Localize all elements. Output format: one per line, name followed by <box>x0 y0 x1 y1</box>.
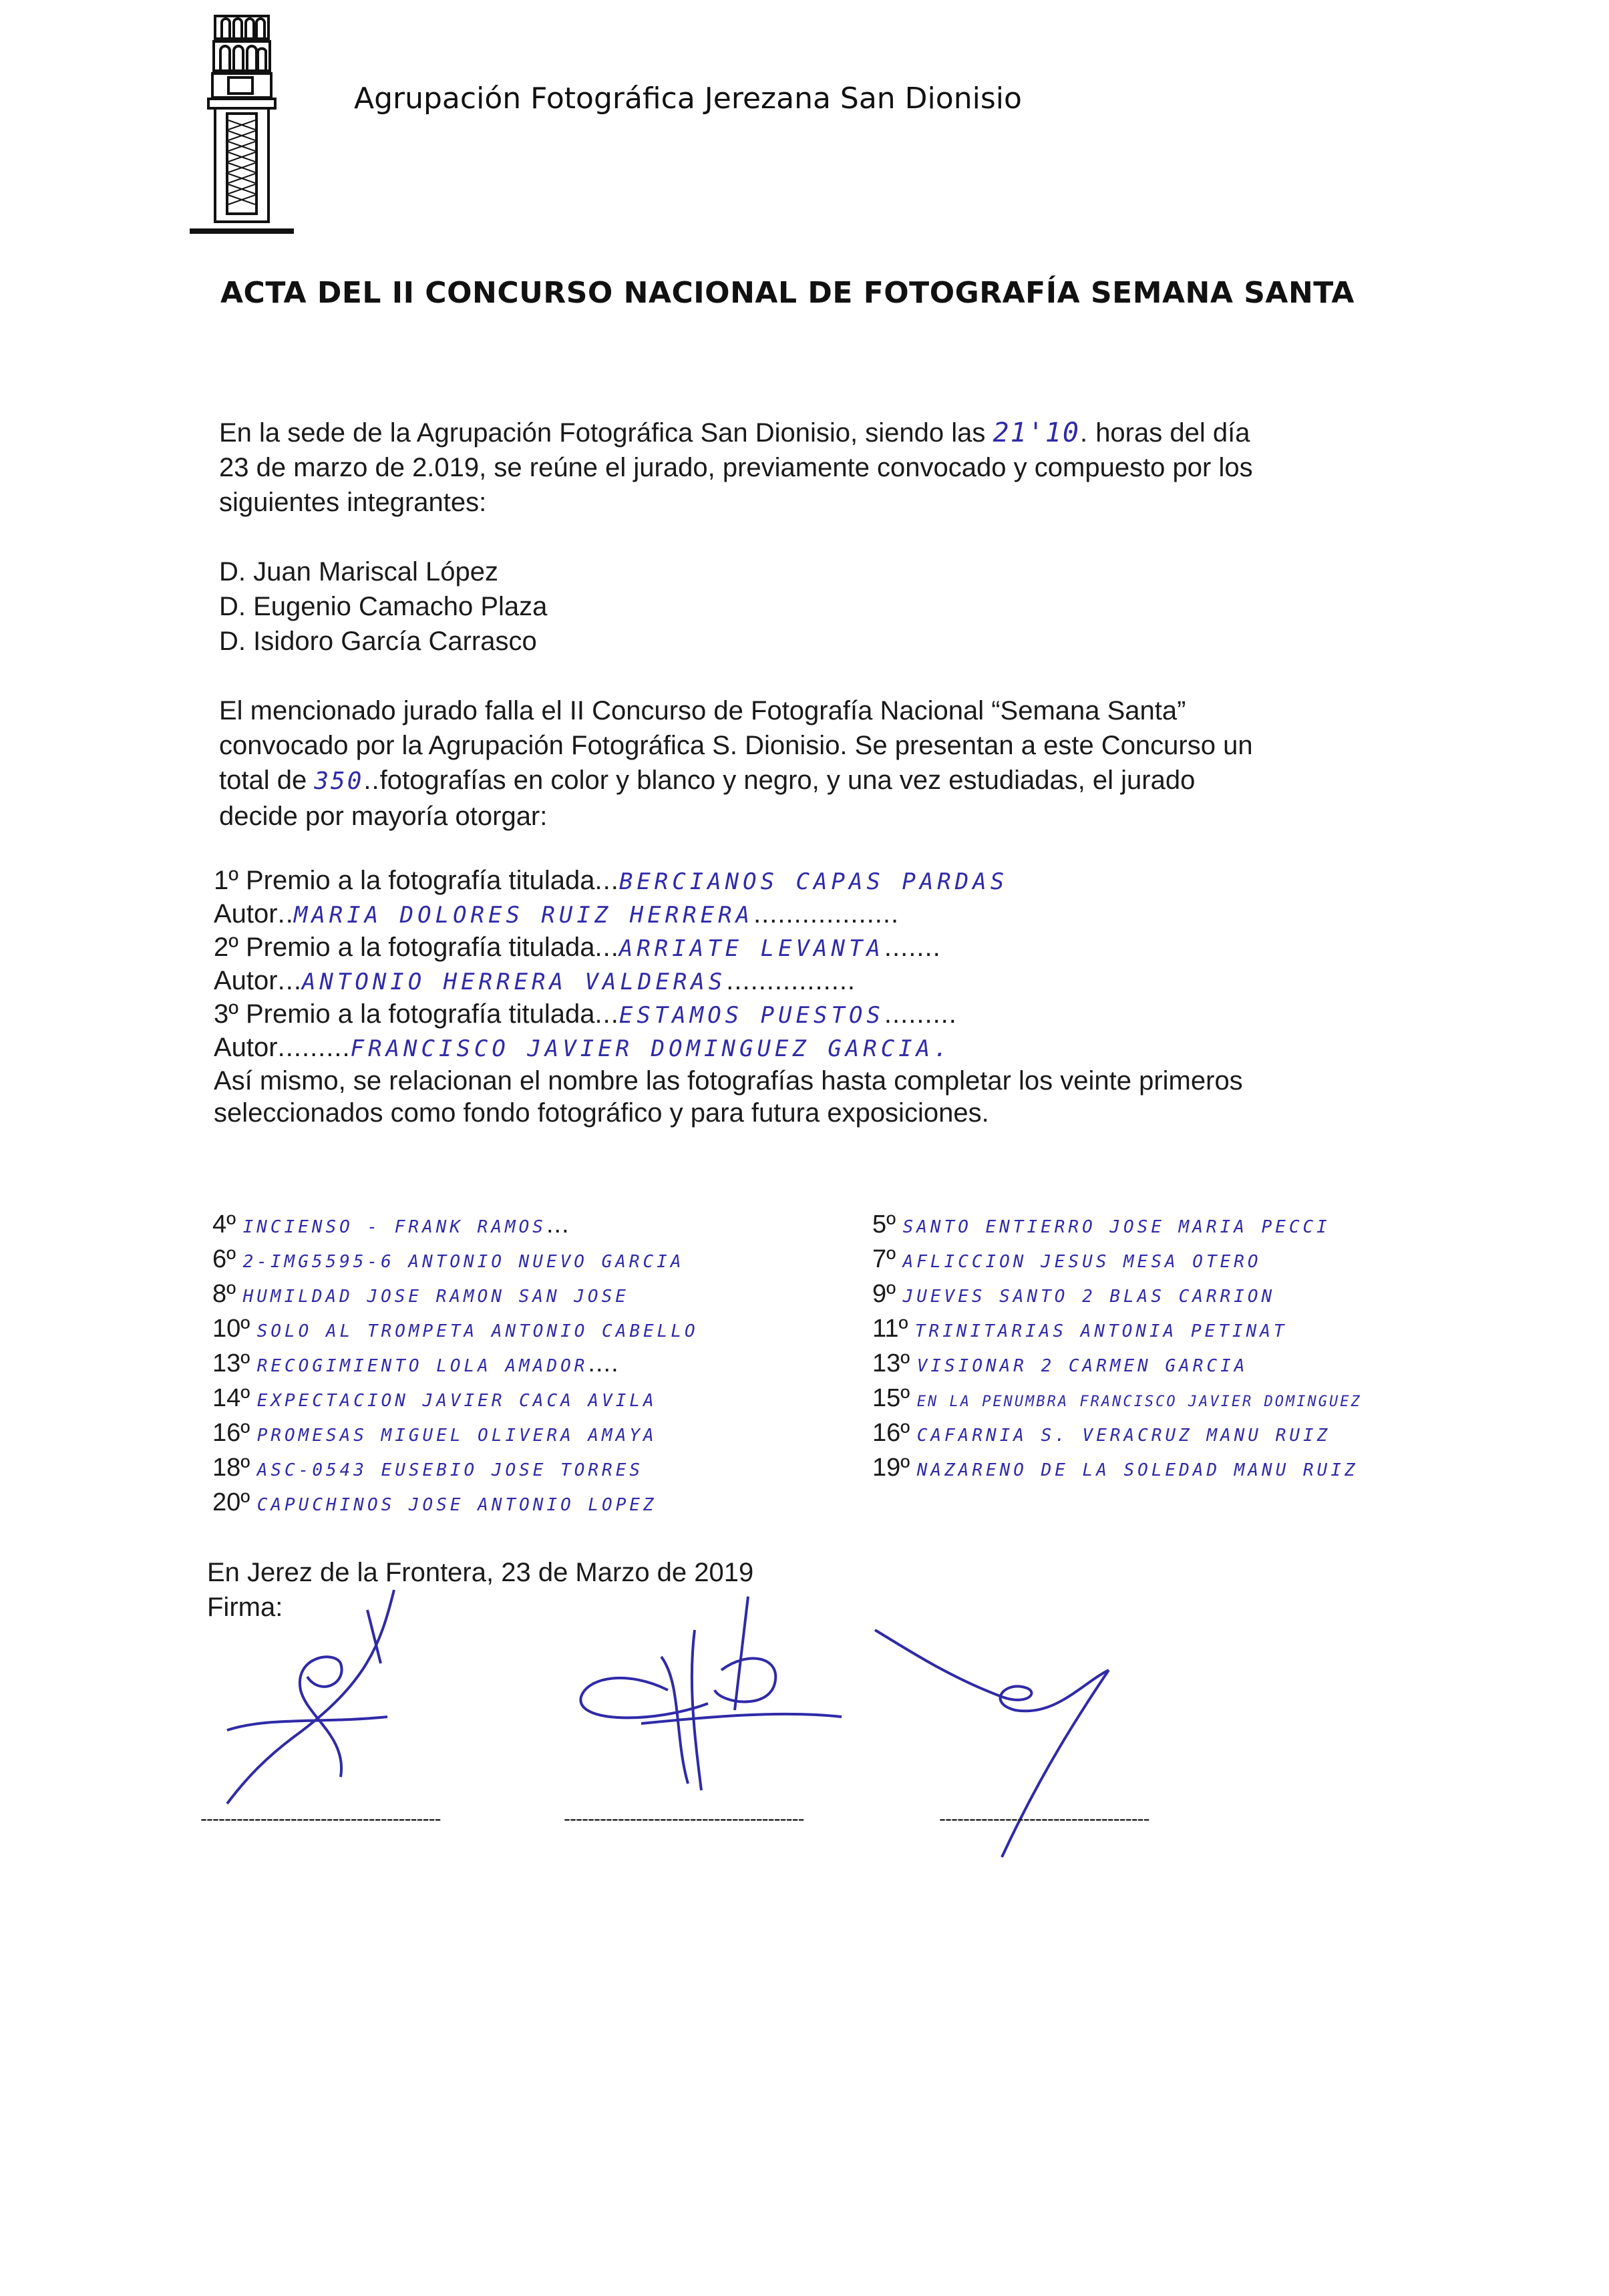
list-item <box>212 1419 657 1448</box>
entry-text: EN LA PENUMBRA FRANCISCO JAVIER DOMINGUEZ <box>916 1393 1362 1410</box>
list-item <box>212 1488 657 1517</box>
selection-note-line-2: seleccionados como fondo fotográfico y para futura exposiciones. <box>214 1098 989 1128</box>
list-item <box>872 1349 1248 1378</box>
first-author-row <box>214 898 1243 931</box>
intro-text-1: En la sede de la Agrupación Fotográfica San Dionisio, siendo las <box>219 418 986 448</box>
total-suffix: fotografías en color y blanco y negro, y una vez estudiadas, el jurado <box>379 766 1196 795</box>
signature-line-2: ---------------------------------------- <box>564 1808 804 1830</box>
second-author-row <box>214 965 1243 998</box>
handwritten-hour: 21'10 <box>993 418 1080 448</box>
second-prize-title: ARRIATE LEVANTA <box>618 935 884 962</box>
rank: 7º <box>872 1245 896 1273</box>
entry-text: CAPUCHINOS JOSE ANTONIO LOPEZ <box>256 1495 657 1515</box>
rank: 16º <box>872 1419 910 1447</box>
tower-logo <box>190 13 294 238</box>
dots: ....... <box>884 933 941 962</box>
second-prize-author: ANTONIO HERRERA VALDERAS <box>301 969 727 995</box>
rank: 8º <box>212 1280 236 1308</box>
total-dots: .. <box>363 766 380 795</box>
rank: 14º <box>212 1384 250 1412</box>
verdict-paragraph <box>219 693 1401 834</box>
list-item <box>872 1454 1359 1482</box>
entry-text: AFLICCION JESUS MESA OTERO <box>902 1252 1262 1272</box>
list-item <box>212 1315 699 1343</box>
signature-line-1: ---------------------------------------- <box>200 1808 441 1830</box>
intro-text-2: horas del día <box>1095 418 1250 448</box>
jury-member: D. Juan Mariscal López <box>219 557 498 587</box>
entry-text: JUEVES SANTO 2 BLAS CARRION <box>902 1287 1276 1307</box>
third-prize-row <box>214 998 1243 1031</box>
entry-text: EXPECTACION JAVIER CACA AVILA <box>256 1391 657 1411</box>
rank: 6º <box>212 1245 236 1273</box>
first-prize-author: MARIA DOLORES RUIZ HERRERA <box>293 902 754 929</box>
dots: ......... <box>277 1033 351 1062</box>
entry-text: HUMILDAD JOSE RAMON SAN JOSE <box>242 1287 629 1307</box>
entry-text: RECOGIMIENTO LOLA AMADOR <box>256 1356 588 1376</box>
list-item <box>212 1349 619 1378</box>
third-prize-title: ESTAMOS PUESTOS <box>618 1002 884 1029</box>
list-item <box>872 1315 1288 1343</box>
list-item <box>872 1419 1330 1448</box>
verdict-line-3 <box>219 763 1401 799</box>
intro-paragraph <box>219 416 1401 520</box>
second-prize-label: 2º Premio a la fotografía titulada <box>214 933 595 962</box>
first-prize-row <box>214 864 1243 898</box>
verdict-line-4: decide por mayoría otorgar: <box>219 802 548 831</box>
entry-text: NAZARENO DE LA SOLEDAD MANU RUIZ <box>916 1460 1359 1480</box>
jury-member: D. Isidoro García Carrasco <box>219 627 537 656</box>
rank: 11º <box>872 1315 908 1343</box>
third-prize-author: FRANCISCO JAVIER DOMINGUEZ GARCIA. <box>350 1035 952 1062</box>
dots: ... <box>546 1210 570 1239</box>
dots: ... <box>594 999 619 1029</box>
entry-text: ASC-0543 EUSEBIO JOSE TORRES <box>256 1460 644 1480</box>
rank: 19º <box>872 1454 910 1482</box>
first-prize-label: 1º Premio a la fotografía titulada <box>214 866 595 895</box>
entry-text: INCIENSO - FRANK RAMOS <box>242 1217 546 1237</box>
document-title: ACTA DEL II CONCURSO NACIONAL DE FOTOGRAFÍA SEMANA SANTA <box>220 276 1355 310</box>
rank: 10º <box>212 1315 250 1343</box>
third-prize-label: 3º Premio a la fotografía titulada <box>214 999 595 1029</box>
list-item <box>872 1384 1362 1413</box>
handwritten-total: 350 <box>314 768 364 795</box>
total-prefix: total de <box>219 766 307 795</box>
rank: 20º <box>212 1488 250 1516</box>
intro-line-2: 23 de marzo de 2.019, se reúne el jurado, previamente convocado y compuesto por los <box>219 453 1253 482</box>
rank: 13º <box>872 1349 910 1377</box>
rank: 5º <box>872 1210 896 1239</box>
dots: ................ <box>726 966 856 995</box>
dots: .................. <box>753 899 900 929</box>
dots: .. <box>277 899 294 929</box>
verdict-line-2: convocado por la Agrupación Fotográfica S. Dionisio. Se presentan a este Concurso un <box>219 731 1253 760</box>
second-prize-row <box>214 931 1243 965</box>
rank: 18º <box>212 1454 250 1482</box>
jury-member: D. Eugenio Camacho Plaza <box>219 592 548 621</box>
selection-note-line-1: Así mismo, se relacionan el nombre las fotografías hasta completar los veinte primeros <box>214 1066 1243 1096</box>
signature-line-3: ----------------------------------- <box>939 1808 1149 1830</box>
list-item <box>212 1210 570 1239</box>
first-prize-title: BERCIANOS CAPAS PARDAS <box>618 868 1009 895</box>
entry-text: 2-IMG5595-6 ANTONIO NUEVO GARCIA <box>242 1252 685 1272</box>
list-item <box>212 1280 629 1309</box>
author-label: Autor <box>214 899 278 929</box>
prizes-block <box>214 864 1243 1129</box>
signature-1 <box>214 1583 521 1824</box>
list-item <box>872 1280 1275 1309</box>
third-author-row <box>214 1031 1243 1065</box>
organization-name: Agrupación Fotográfica Jerezana San Dionisio <box>354 81 1022 116</box>
dots: ... <box>594 866 619 895</box>
rank: 16º <box>212 1419 250 1447</box>
entry-text: PROMESAS MIGUEL OLIVERA AMAYA <box>256 1426 657 1446</box>
place-date: En Jerez de la Frontera, 23 de Marzo de 2019 <box>207 1558 754 1587</box>
entry-text: SANTO ENTIERRO JOSE MARIA PECCI <box>902 1217 1330 1237</box>
dots: .... <box>588 1349 619 1377</box>
signature-label: Firma: <box>207 1593 283 1622</box>
entry-text: SOLO AL TROMPETA ANTONIO CABELLO <box>256 1321 699 1341</box>
intro-line-3: siguientes integrantes: <box>219 488 487 517</box>
jury-list <box>219 554 547 659</box>
verdict-line-1: El mencionado jurado falla el II Concurso de Fotografía Nacional “Semana Santa” <box>219 696 1186 725</box>
list-item <box>212 1384 657 1413</box>
entry-text: CAFARNIA S. VERACRUZ MANU RUIZ <box>916 1426 1331 1446</box>
list-item <box>212 1245 684 1274</box>
entry-text: TRINITARIAS ANTONIA PETINAT <box>914 1321 1288 1341</box>
list-item <box>212 1454 643 1482</box>
rank: 9º <box>872 1280 896 1308</box>
list-item <box>872 1245 1262 1274</box>
entry-text: VISIONAR 2 CARMEN GARCIA <box>916 1356 1248 1376</box>
author-label: Autor <box>214 1033 278 1062</box>
dots: ......... <box>884 999 957 1029</box>
rank: 15º <box>872 1384 910 1412</box>
intro-line-1 <box>219 416 1401 450</box>
list-item <box>872 1210 1330 1239</box>
hour-dots: . <box>1079 418 1089 448</box>
dots: ... <box>594 933 619 962</box>
author-label: Autor <box>214 966 278 995</box>
rank: 13º <box>212 1349 250 1377</box>
rank: 4º <box>212 1210 236 1239</box>
dots: ... <box>277 966 302 995</box>
